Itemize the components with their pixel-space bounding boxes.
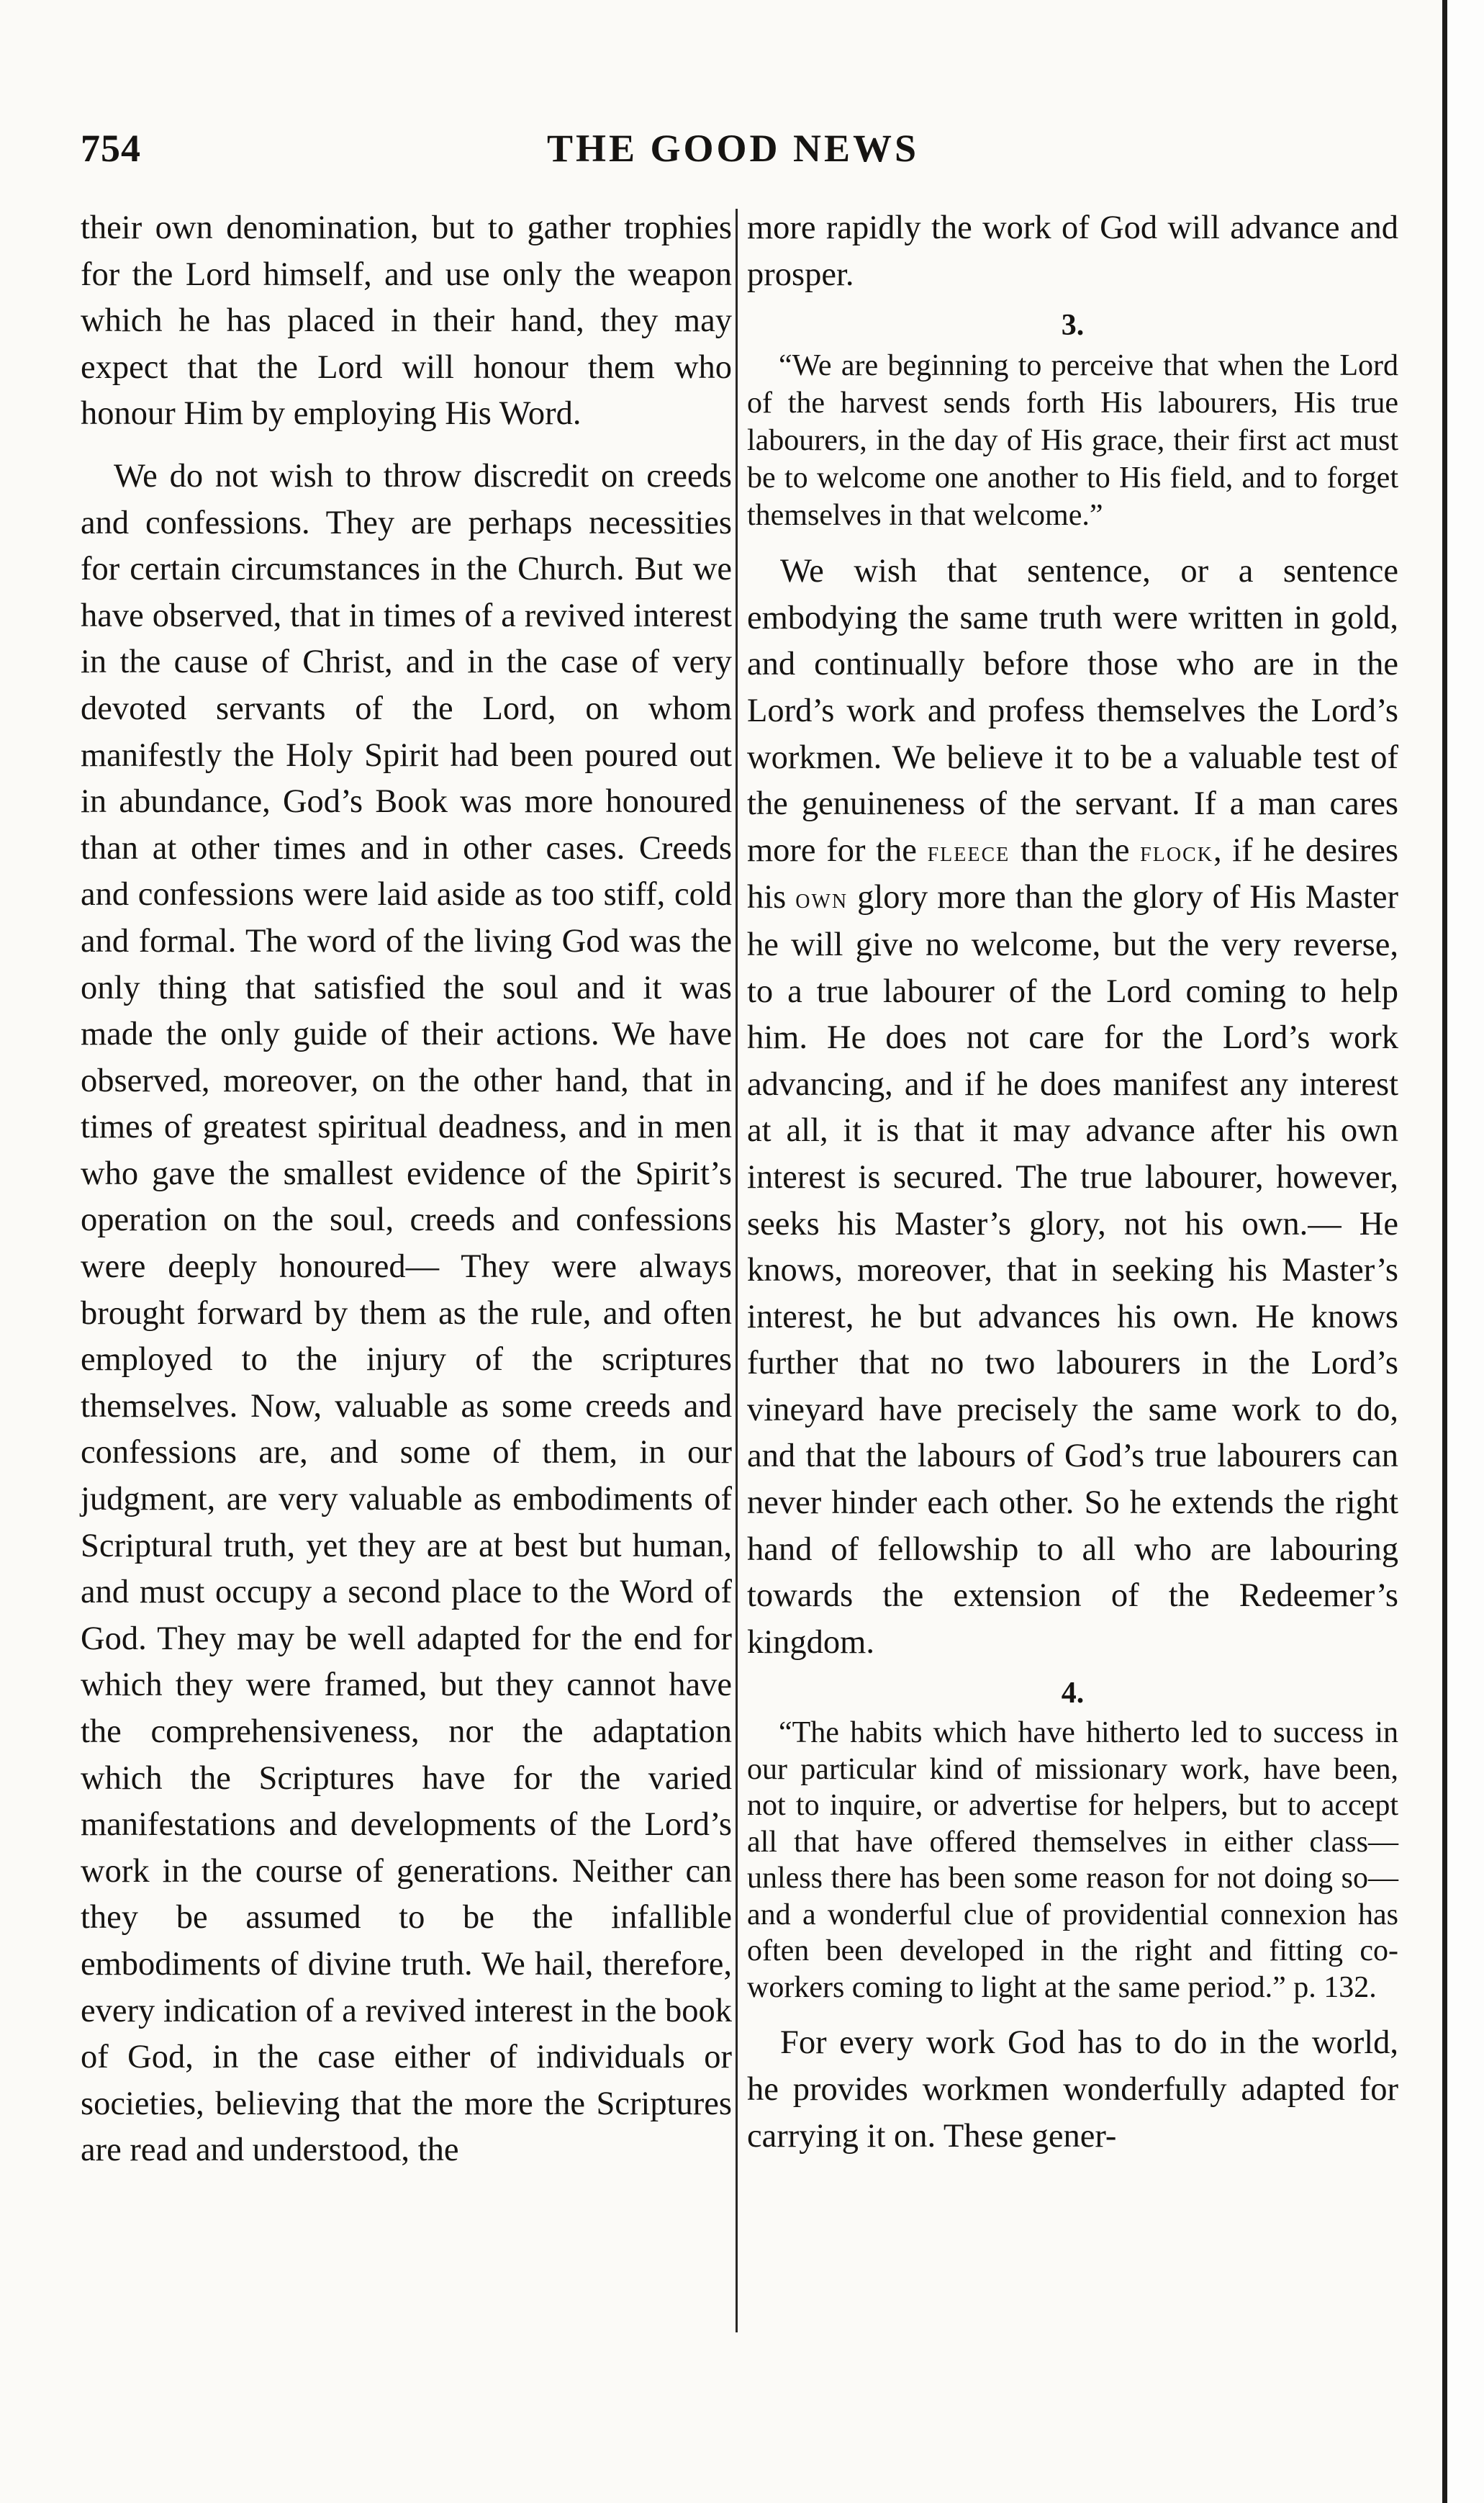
page-number: 754: [81, 127, 141, 170]
own-word: own: [795, 882, 849, 915]
paragraph-workmen: For every work God has to do in the world, he provides workmen wonderfully adapted for carrying it on. These gener-: [747, 2024, 1398, 2155]
flock-word: flock: [1140, 834, 1213, 867]
paragraph-test-of-servant: [747, 549, 1398, 1666]
right-column: [747, 205, 1398, 2160]
paragraph-text: than the: [1020, 831, 1130, 869]
quote-section-3: “We are beginning to perceive that when the Lord of the harvest sends forth His labourers, His true labourers, in the day of His grace, their first act must be to welcome one another to His field, and to forget themselves in that welcome.”: [747, 349, 1398, 533]
paragraph-text: , if he desires his: [747, 831, 1399, 916]
paragraph-text: We wish that sentence, or a sentence embodying the same truth were written in gold, and continually before those who are in the Lord’s work and profess themselves the Lord’s workmen. We believe it to be a valuable test of the genuineness of the servant. If a man cares more for the: [747, 553, 1398, 869]
quote-section-4: “The habits which have hitherto led to success in our particular kind of missionary work, have been, not to inquire, or advertise for helpers, but to accept all that have offered themselves in either class—unless there has been some reason for not doing so—and a wonderful clue of providential connexion has often been developed in the right and fitting co-workers coming to light at the same period.” p. 132.: [747, 1716, 1398, 2004]
column-divider: [736, 209, 738, 2332]
running-title: THE GOOD NEWS: [547, 127, 920, 170]
paragraph-creeds: We do not wish to throw discredit on creeds and confessions. They are perhaps necessities for certain circumstances in the Church. But we have observed, that in times of a revived interest in the cause of Christ, and in the case of very devoted servants of the Lord, on whom manifestly the Holy Spirit had been poured out in abundance, God’s Book was more honoured than at other times and in other cases. Creeds and confessions were laid aside as too stiff, cold and formal. The word of the living God was the only thing that satisfied the soul and it was made the only guide of their actions. We have observed, moreover, on the other hand, that in times of greatest spiritual deadness, and in men who gave the smallest evidence of the Spirit’s operation on the soul, creeds and confessions were deeply honoured— They were always brought forward by them as the rule, and often employed to the injury of the scriptures themselves. Now, valuable as some creeds and confessions are, and some of them, in our judgment, are very valuable as embodiments of Scriptural truth, yet they are at best but human, and must occupy a second place to the Word of God. They may be well adapted for the end for which they were framed, but they cannot have the comprehensiveness, nor the adaptation which the Scriptures have for the varied manifestations and developments of the Lord’s work in the course of generations. Neither can they be assumed to be the infallible embodiments of divine truth. We hail, therefore, every indication of a revived interest in the book of God, in the case either of individuals or societies, believing that the more the Scriptures are read and understood, the: [81, 457, 732, 2169]
section-number-4: 4.: [1061, 1677, 1085, 1710]
paragraph-continuation: their own denomination, but to gather trophies for the Lord himself, and use only the weapon which he has placed in their hand, they may expect that the Lord will honour them who honour Him by employing His Word.: [81, 209, 732, 433]
page-header: [0, 126, 1425, 176]
page-edge-shadow: [1442, 0, 1447, 2503]
left-column: [81, 205, 732, 2174]
paragraph-continuation-right: more rapidly the work of God will advance and prosper.: [747, 209, 1398, 293]
fleece-word: fleece: [927, 834, 1010, 867]
page-margin: [1447, 0, 1484, 2503]
section-number-3: 3.: [1061, 309, 1085, 343]
paragraph-text: glory more than the glory of His Master he will give no welcome, but the very reverse, to a true labourer of the Lord coming to help him. He does not care for the Lord’s work advancing, and if he does manifest any interest at all, it is that it may advance after his own interest is secured. The true labourer, however, seeks his Master’s glory, not his own.— He knows, moreover, that in seeking his Master’s interest, he but advances his own. He knows further that no two labourers in the Lord’s vineyard have precisely the same work to do, and that the labours of God’s true labourers can never hinder each other. So he extends the right hand of fellowship to all who are labouring towards the extension of the Redeemer’s kingdom.: [747, 879, 1399, 1661]
